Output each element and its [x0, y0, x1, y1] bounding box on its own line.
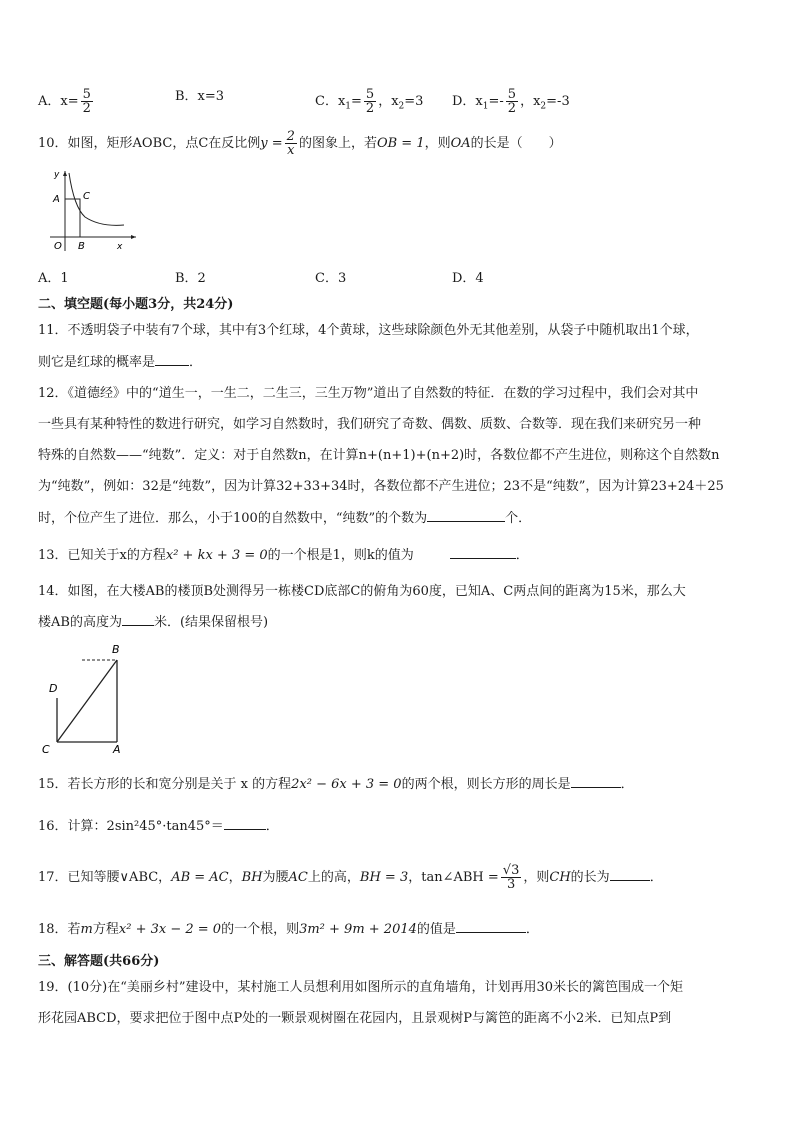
q12-line-1: 12．《道德经》中的“道生一，一生二，二生三，三生万物”道出了自然数的特征．在数的学习过程中，我们会对其中 — [38, 386, 699, 401]
q14-label-c: C — [42, 743, 50, 756]
q14-sight-line-bc — [57, 660, 117, 742]
q10-rectangle — [65, 199, 80, 237]
q10-option-b: B．2 — [175, 271, 206, 286]
q12-line-3: 特殊的自然数——“纯数”．定义：对于自然数n，在计算n+(n+1)+(n+2)时，各数位都不产生进位，则称这个自然数n — [38, 448, 720, 463]
q10-label-c: C — [83, 191, 90, 202]
q10-label-y: y — [54, 170, 60, 180]
q18-answer-blank — [456, 920, 526, 933]
q19-line-2: 形花园ABCD，要求把位于图中点P处的一颗景观树圈在花园内，且景观树P与篱笆的距离不小2米．已知点P到 — [38, 1011, 672, 1026]
q12-line-5: 时，个位产生了进位．那么，小于100的自然数中，“纯数”的个数为 个． — [38, 511, 532, 526]
q10-x-arrow — [131, 235, 136, 239]
q10-label-x: x — [117, 242, 123, 252]
q13-stem: 13．已知关于x的方程x² + kx + 3 = 0的一个根是1，则k的值为 ． — [38, 548, 529, 563]
q9-option-d: D．$x_1=-$ $\frac{5}{2}$ ，$x_2=-3$ — [452, 87, 570, 116]
q14-label-a: A — [113, 743, 121, 756]
q10-option-a: A．1 — [38, 271, 69, 286]
q11-line-2: 则它是红球的概率是 ． — [38, 355, 203, 370]
q14-answer-blank — [122, 613, 154, 626]
q12-answer-blank — [427, 509, 505, 522]
q9-option-a: A．x= $\frac{5}{2}$ — [38, 87, 91, 116]
q9-option-b: B．x=3 — [175, 89, 225, 104]
q18-stem: 18．若m方程x² + 3x − 2 = 0的一个根，则3m² + 9m + 2014的值是 ． — [38, 922, 539, 937]
q14-line-1: 14．如图，在大楼AB的楼顶B处测得另一栋楼CD底部C的俯角为60度，已知A、C两点间的距离为15米，那么大 — [38, 584, 686, 599]
q10-label-o: O — [54, 241, 62, 252]
q10-stem: 10．如图，矩形AOBC，点C在反比例y = $\frac{2}{x}$ 的图象上，若OB = 1，则OA的长是（ ） — [38, 129, 562, 158]
q12-line-2: 一些具有某种特性的数进行研究，如学习自然数时，我们研究了奇数、偶数、质数、合数等．现在我们来研究另一种 — [38, 417, 702, 432]
q11-line-1: 11．不透明袋子中装有7个球，其中有3个红球，4个黄球，这些球除颜色外无其他差别，从袋子中随机取出1个球， — [38, 323, 699, 338]
q10-label-a: A — [53, 194, 60, 205]
q14-label-b: B — [112, 643, 120, 656]
q11-answer-blank — [155, 353, 189, 366]
q14-line-2: 楼AB的高度为 米．(结果保留根号) — [38, 615, 269, 630]
q10-option-c: C．3 — [315, 271, 347, 286]
q16-answer-blank — [224, 817, 266, 830]
q15-answer-blank — [571, 775, 621, 788]
q17-stem: 17．已知等腰∨ABC，AB = AC，BH为腰AC上的高，BH = 3，tan∠ABH = $\frac{√3}{3}$ ，则CH的长为 ． — [38, 863, 663, 892]
q12-line-4: 为“纯数”，例如：32是“纯数”，因为计算32+33+34时，各数位都不产生进位；23不是“纯数”，因为计算23+24＋25 — [38, 479, 724, 494]
q17-answer-blank — [610, 868, 650, 881]
q16-stem: 16．计算：2sin²45°·tan45°＝ ． — [38, 819, 279, 834]
q13-answer-blank — [450, 546, 516, 559]
q19-line-1: 19．(10分)在“美丽乡村”建设中，某村施工人员想利用如图所示的直角墙角，计划再用30米长的篱笆围成一个矩 — [38, 980, 684, 995]
q10-option-d: D．4 — [452, 271, 484, 286]
section-3-heading: 三、解答题(共66分) — [38, 954, 160, 969]
q14-label-d: D — [49, 682, 58, 695]
q9-option-c: C．$x_1=$ $\frac{5}{2}$ ，$x_2=3$ — [315, 87, 424, 116]
q10-figure — [40, 165, 140, 255]
section-2-heading: 二、填空题(每小题3分，共24分) — [38, 297, 234, 312]
q10-y-arrow — [63, 171, 67, 176]
q10-label-b: B — [78, 241, 85, 252]
q14-figure — [40, 640, 130, 758]
q15-stem: 15．若长方形的长和宽分别是关于 x 的方程2x² − 6x + 3 = 0的两个根，则长方形的周长是 ． — [38, 777, 634, 792]
